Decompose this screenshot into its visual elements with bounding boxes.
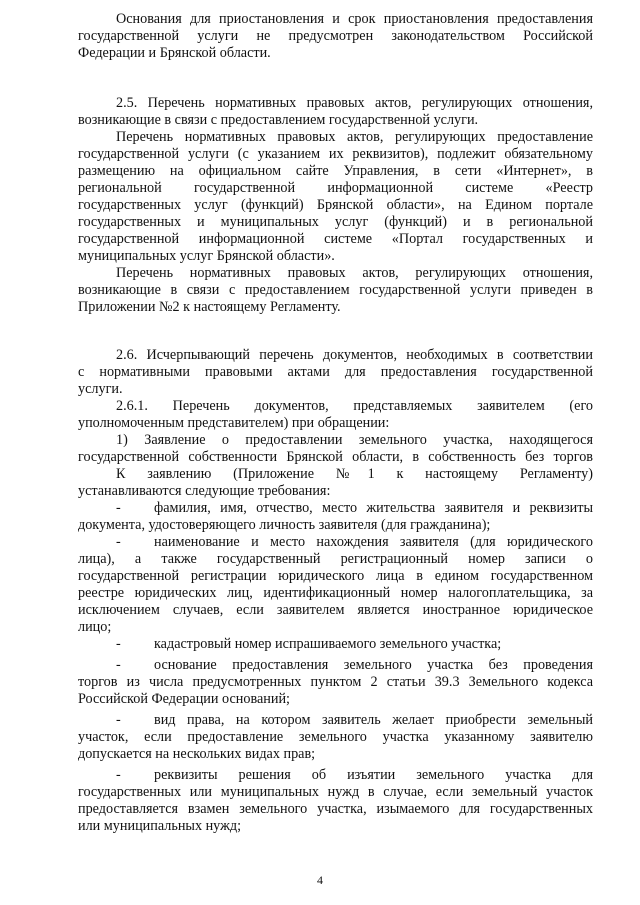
page-number: 4 [317,873,323,887]
text-line: 1) Заявление о предоставлении земельного участка, находящегося [116,432,593,448]
list-item-text: наименование и место нахождения заявителя (для юридического [154,534,593,550]
text-line: лицо; [78,619,112,635]
text-line: государственной услуги не предусмотрен законодательством Российской [78,28,593,44]
text-line: К заявлению (Приложение №1 к настоящему Регламенту) [116,466,593,482]
text-line: допускается на нескольких видах прав; [78,746,316,762]
text-line: муниципальных услуг Брянской области». [78,248,335,264]
text-line: государственной собственности Брянской области, в собственность без торгов [78,449,593,465]
text-line: с нормативными правовыми актами для предоставления государственной [78,364,593,380]
text-line: Приложении №2 к настоящему Регламенту. [78,299,341,315]
list-dash: - [116,500,121,516]
text-line: предоставляется взамен земельного участка, изымаемого для государственных [78,801,593,817]
text-line: Основания для приостановления и срок приостановления предоставления [116,11,593,27]
section-heading-2-5: 2.5. Перечень нормативных правовых актов, регулирующих отношения, [116,95,593,111]
list-dash: - [116,534,121,550]
section-heading-2-6: 2.6. Исчерпывающий перечень документов, необходимых в соответствии [116,347,593,363]
text-line: устанавливаются следующие требования: [78,483,331,499]
text-line: услуги. [78,381,123,397]
text-line: государственной информационной системе «Портал государственных и [78,231,593,247]
list-dash: - [116,657,121,673]
list-item-text: основание предоставления земельного участка без проведения [154,657,593,673]
text-line: Перечень нормативных правовых актов, регулирующих предоставление [116,129,593,145]
text-line: Российской Федерации оснований; [78,691,290,707]
text-line: государственных услуг (функций) Брянской области», на Едином портале [78,197,593,213]
list-item-text: реквизиты решения об изъятии земельного участка для [154,767,593,783]
text-line: государственной услуги (с указанием их реквизитов), подлежит обязательному [78,146,593,162]
text-line: торгов из числа предусмотренных пунктом 2 статьи 39.3 Земельного кодекса [78,674,593,690]
text-line: исключением случаев, если заявителем является иностранное юридическое [78,602,593,618]
list-item-text: фамилия, имя, отчество, место жительства заявителя и реквизиты [154,500,593,516]
text-line: реестре юридических лиц, идентификационный номер налогоплательщика, за [78,585,593,601]
list-dash: - [116,636,121,652]
text-line: возникающие в связи с предоставлением государственной услуги. [78,112,479,128]
list-item-text: вид права, на котором заявитель желает приобрести земельный [154,712,593,728]
list-item-text: кадастровый номер испрашиваемого земельного участка; [154,636,502,652]
text-line: Федерации и Брянской области. [78,45,271,61]
text-line: участок, если предоставление земельного участка указанному заявителю [78,729,593,745]
text-line: лица), а также государственный регистрационный номер записи о [78,551,593,567]
text-line: возникающие в связи с предоставлением государственной услуги приведен в [78,282,593,298]
text-line: документа, удостоверяющего личность заявителя (для гражданина); [78,517,491,533]
text-line: региональной государственной информационной системе «Реестр [78,180,593,196]
subsection-heading-2-6-1: 2.6.1. Перечень документов, представляемых заявителем (его [116,398,593,414]
text-line: уполномоченным представителем) при обращении: [78,415,390,431]
text-line: или муниципальных нужд; [78,818,242,834]
text-line: Перечень нормативных правовых актов, регулирующих отношения, [116,265,593,281]
text-line: государственных и муниципальных услуг (функций) и в региональной [78,214,593,230]
text-line: размещению на официальном сайте Управления, в сети «Интернет», в [78,163,593,179]
text-line: государственных или муниципальных нужд в случае, если земельный участок [78,784,593,800]
list-dash: - [116,712,121,728]
list-dash: - [116,767,121,783]
text-line: государственной регистрации юридического лица в едином государственном [78,568,593,584]
